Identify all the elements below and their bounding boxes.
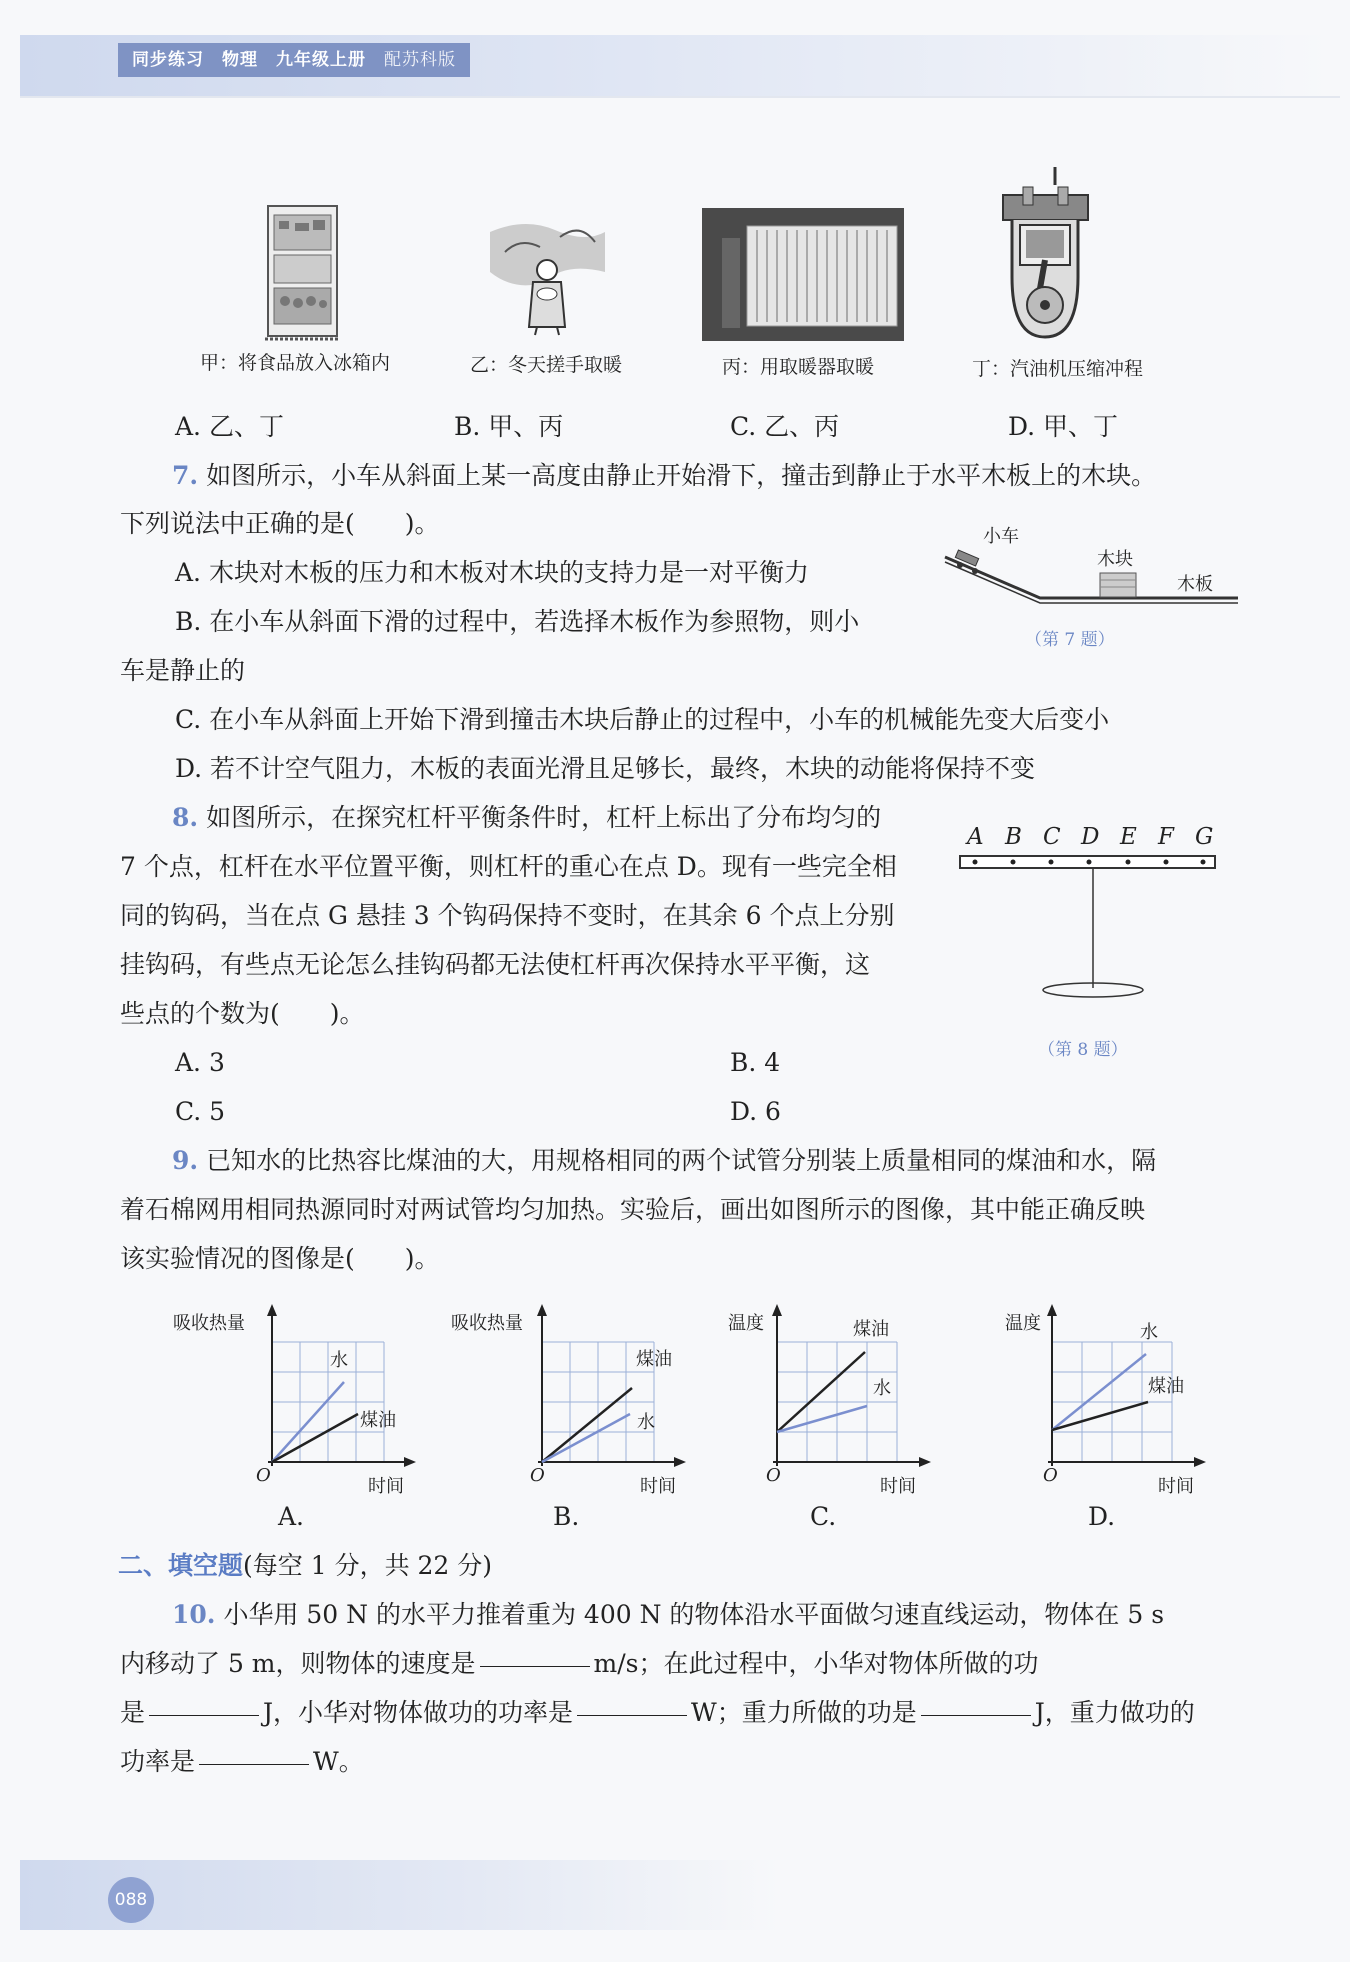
graph-c — [745, 1302, 935, 1482]
q7-stem-line1: 7. 如图所示，小车从斜面上某一高度由静止开始滑下，撞击到静止于水平木板上的木块。 — [172, 461, 1157, 490]
graph-a-ylabel: 吸收热量 — [173, 1313, 245, 1334]
graph-d-ylabel: 温度 — [1005, 1313, 1041, 1334]
q10-number: 10. — [172, 1600, 216, 1629]
graph-b-origin: O — [530, 1465, 545, 1486]
q6-option-a: A. 乙、丁 — [175, 412, 284, 441]
q6-option-d: D. 甲、丁 — [1008, 412, 1119, 441]
q7-option-a: A. 木块对木板的压力和木板对木块的支持力是一对平衡力 — [175, 558, 809, 587]
blank-speed[interactable] — [480, 1665, 590, 1667]
graph-c-origin: O — [766, 1465, 781, 1486]
lever-label-b: B — [1005, 824, 1022, 850]
q7-number: 7. — [172, 461, 199, 490]
graph-b-ylabel: 吸收热量 — [451, 1313, 523, 1334]
q8-number: 8. — [172, 803, 199, 832]
graph-d-xlabel: 时间 — [1158, 1476, 1194, 1497]
graph-b-option[interactable]: B. — [553, 1502, 580, 1531]
graph-a-lower-label: 煤油 — [360, 1410, 396, 1431]
q7-option-d: D. 若不计空气阻力，木板的表面光滑且足够长，最终，木块的动能将保持不变 — [175, 754, 1036, 783]
graph-d-water-line — [1052, 1354, 1146, 1430]
graph-c-xlabel: 时间 — [880, 1476, 916, 1497]
q8-line3: 同的钩码，当在点 G 悬挂 3 个钩码保持不变时，在其余 6 个点上分别 — [120, 901, 895, 930]
graph-b-lower-label: 水 — [637, 1412, 655, 1433]
graph-a-xlabel: 时间 — [368, 1476, 404, 1497]
q7-stem-line2: 下列说法中正确的是( )。 — [120, 509, 440, 538]
graph-d-upper-label: 水 — [1140, 1322, 1158, 1343]
graph-b — [510, 1302, 690, 1482]
section-heading — [118, 1541, 492, 1590]
series-label: 同步练习 — [132, 50, 204, 70]
q8-line2: 7 个点，杠杆在水平位置平衡，则杠杆的重心在点 D。现有一些完全相 — [120, 852, 897, 881]
q8-option-a: A. 3 — [175, 1048, 225, 1077]
q8-line4: 挂钩码，有些点无论怎么挂钩码都无法使杠杆再次保持水平平衡，这 — [120, 950, 871, 979]
grade-label: 九年级上册 — [276, 50, 366, 70]
graph-c-ylabel: 温度 — [728, 1313, 764, 1334]
q8-line1: 8. 如图所示，在探究杠杆平衡条件时，杠杆上标出了分布均匀的 — [172, 803, 882, 832]
lever-label-a: A — [967, 824, 984, 850]
section-title: 二、填空题 — [118, 1551, 244, 1580]
graph-d-option[interactable]: D. — [1088, 1502, 1116, 1531]
lever-point-labels — [965, 824, 1213, 850]
blank-gravity-work[interactable] — [921, 1714, 1031, 1716]
label-board: 木板 — [1177, 574, 1213, 595]
lever-label-d: D — [1081, 824, 1100, 850]
graph-d-lower-label: 煤油 — [1148, 1376, 1184, 1397]
graph-a-origin: O — [256, 1465, 271, 1486]
q10-line1: 10. 小华用 50 N 的水平力推着重为 400 N 的物体沿水平面做匀速直线运动，物体在 5 s — [172, 1600, 1165, 1629]
q10-line3: 是 J，小华对物体做功的功率是 W；重力所做的功是 J，重力做功的 — [120, 1698, 1195, 1727]
q7-option-c: C. 在小车从斜面上开始下滑到撞击木块后静止的过程中，小车的机械能先变大后变小 — [175, 705, 1110, 734]
graph-d-kerosene-line — [1052, 1402, 1148, 1430]
book-title-tab — [118, 43, 470, 77]
subject-label: 物理 — [222, 50, 258, 70]
graph-a — [240, 1302, 420, 1482]
lever-label-c: C — [1043, 824, 1061, 850]
q8-line5: 些点的个数为( )。 — [120, 999, 365, 1028]
q9-number: 9. — [172, 1146, 199, 1175]
header-divider — [20, 96, 1340, 98]
graph-b-upper-label: 煤油 — [636, 1349, 672, 1370]
rubbing-hands-picture — [485, 212, 610, 337]
graph-b-water-line — [542, 1414, 630, 1462]
lever-label-f: F — [1158, 824, 1174, 850]
q8-figure-caption: （第 8 题） — [1038, 1040, 1128, 1060]
caption-heater: 丙：用取暖器取暖 — [722, 356, 875, 378]
q10-line2: 内移动了 5 m，则物体的速度是 m/s；在此过程中，小华对物体所做的功 — [120, 1649, 1039, 1678]
graph-b-xlabel: 时间 — [640, 1476, 676, 1497]
q9-line3: 该实验情况的图像是( )。 — [120, 1244, 440, 1273]
label-block: 木块 — [1097, 549, 1133, 570]
q6-option-b: B. 甲、丙 — [454, 412, 564, 441]
radiator-picture — [702, 208, 904, 341]
q9-line1: 9. 已知水的比热容比煤油的大，用规格相同的两个试管分别装上质量相同的煤油和水，隔 — [172, 1146, 1157, 1175]
q8-option-c: C. 5 — [175, 1097, 226, 1126]
caption-rub-hands: 乙：冬天搓手取暖 — [470, 354, 623, 376]
q8-option-b: B. 4 — [730, 1048, 781, 1077]
q7-figure-caption: （第 7 题） — [1025, 630, 1115, 650]
graph-d-origin: O — [1043, 1465, 1058, 1486]
graph-a-upper-label: 水 — [330, 1350, 348, 1371]
lever-label-e: E — [1120, 824, 1137, 850]
q7-option-b-line1: B. 在小车从斜面下滑的过程中，若选择木板作为参照物，则小 — [175, 607, 860, 636]
lever-figure — [955, 820, 1230, 1010]
section-note: (每空 1 分，共 22 分) — [243, 1551, 493, 1580]
graph-c-upper-label: 煤油 — [853, 1319, 889, 1340]
caption-fridge: 甲：将食品放入冰箱内 — [200, 352, 391, 374]
graph-a-water-line — [272, 1382, 344, 1462]
label-car: 小车 — [983, 526, 1019, 547]
q10-line4: 功率是 W。 — [120, 1747, 364, 1776]
q8-option-d: D. 6 — [730, 1097, 781, 1126]
fridge-picture — [265, 203, 340, 343]
page-number: 088 — [108, 1877, 154, 1923]
q6-option-c: C. 乙、丙 — [730, 412, 840, 441]
q9-line2: 着石棉网用相同热源同时对两试管均匀加热。实验后，画出如图所示的图像，其中能正确反映 — [120, 1195, 1146, 1224]
graph-c-lower-label: 水 — [873, 1378, 891, 1399]
engine-cylinder-picture — [998, 165, 1093, 343]
blank-power[interactable] — [577, 1714, 687, 1716]
lever-label-g: G — [1195, 824, 1214, 850]
caption-engine: 丁：汽油机压缩冲程 — [972, 358, 1144, 380]
graph-a-kerosene-line — [272, 1414, 358, 1462]
blank-work[interactable] — [149, 1714, 259, 1716]
graph-b-kerosene-line — [542, 1388, 632, 1462]
graph-a-option[interactable]: A. — [278, 1502, 305, 1531]
edition-label: 配苏科版 — [384, 50, 456, 70]
q7-option-b-line2: 车是静止的 — [120, 656, 246, 685]
blank-gravity-power[interactable] — [199, 1763, 309, 1765]
graph-c-option[interactable]: C. — [810, 1502, 837, 1531]
